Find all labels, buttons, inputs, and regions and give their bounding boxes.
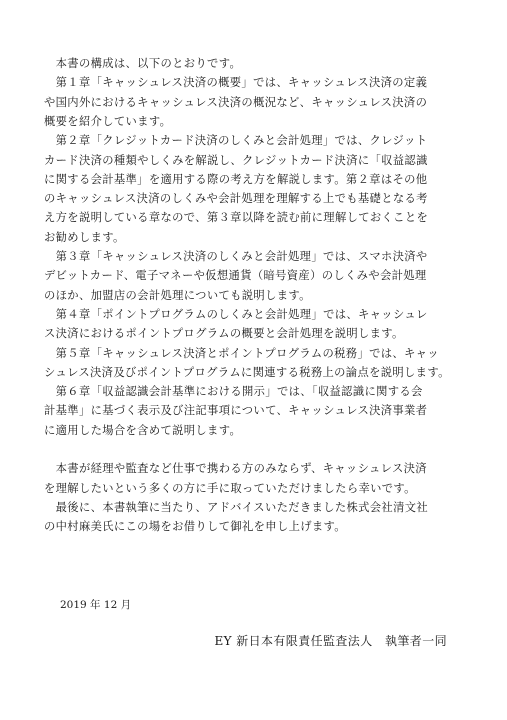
text-line: ス決済におけるポイントプログラムの概要と会計処理を説明します。	[44, 327, 404, 341]
text-line: カード決済の種類やしくみを解説し、クレジットカード決済に「収益認識	[44, 153, 428, 167]
text-line: 最後に、本書執筆に当たり、アドバイスいただきました株式会社清文社	[44, 500, 429, 514]
text-line: 計基準」に基づく表示及び注記事項について、キャッシュレス決済事業者	[44, 404, 428, 418]
text-line: 第４章「ポイントプログラムのしくみと会計処理」では、キャッシュレ	[44, 307, 428, 321]
text-line: 第５章「キャッシュレス決済とポイントプログラムの税務」では、キャッ	[44, 346, 439, 360]
signature: EY 新日本有限責任監査法人 執筆者一同	[214, 634, 447, 648]
text-line: 第１章「キャッシュレス決済の概要」では、キャッシュレス決済の定義	[44, 76, 428, 90]
text-line: お勧めします。	[44, 230, 125, 244]
text-line: のほか、加盟店の会計処理についても説明します。	[44, 288, 311, 302]
text-line: に適用した場合を含めて説明します。	[44, 423, 242, 437]
text-line: 第６章「収益認識会計基準における開示」では、「収益認識に関する会	[44, 385, 423, 399]
text-line: 第３章「キャッシュレス決済のしくみと会計処理」では、スマホ決済や	[44, 250, 428, 263]
text-line: を理解したいという多くの方に手に取っていただけましたら幸いです。	[44, 481, 416, 495]
text-line: 第２章「クレジットカード決済のしくみと会計処理」では、クレジット	[44, 134, 428, 148]
text-line: の中村麻美氏にこの場をお借りして御礼を申し上げます。	[44, 520, 346, 534]
text-line: デビットカード、電子マネーや仮想通貨（暗号資産）のしくみや会計処理	[44, 269, 427, 283]
text-line: や国内外におけるキャッシュレス決済の概況など、キャッシュレス決済の	[44, 95, 428, 109]
date: 2019 年 12 月	[60, 599, 132, 611]
text-line: に関する会計基準」を適用する際の考え方を解説します。第２章はその他	[44, 172, 428, 186]
text-line: 本書が経理や監査など仕事で携わる方のみならず、キャッシュレス決済	[44, 462, 427, 476]
text-line: え方を説明している章なので、第３章以降を読む前に理解しておくことを	[44, 211, 429, 225]
text-line: 本書の構成は、以下のとおりです。	[44, 57, 242, 70]
text-line: シュレス決済及びポイントプログラムに関連する税務上の論点を説明します。	[44, 365, 450, 379]
text-line: のキャッシュレス決済のしくみや会計処理を理解する上でも基礎となる考	[44, 192, 428, 206]
text-line: 概要を紹介しています。	[44, 114, 172, 128]
